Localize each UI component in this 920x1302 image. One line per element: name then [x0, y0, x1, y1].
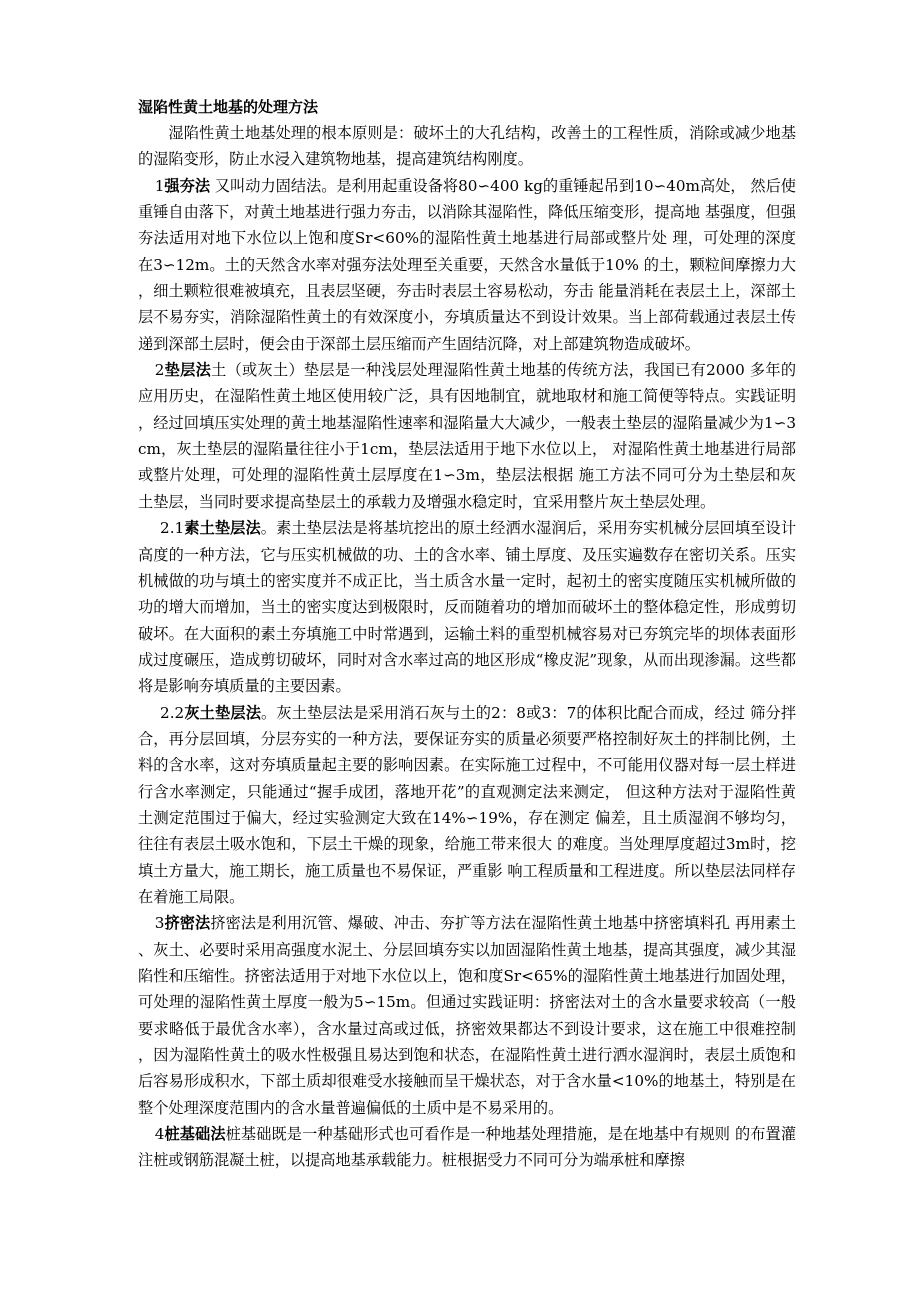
section-3-heading: 挤密法	[164, 914, 211, 933]
section-4-body: 桩基础既是一种基础形式也可看作是一种地基处理措施，是在地基中有规则 的布置灌注桩或钢筋混凝土桩，以提高地基承载能力。桩根据受力不同可分为端承桩和摩擦	[138, 1125, 797, 1170]
section-1-heading: 强夯法	[164, 176, 211, 195]
document-page	[138, 94, 796, 1174]
section-1-paragraph	[138, 173, 796, 357]
section-2-body: 土（或灰土）垫层是一种浅层处理湿陷性黄土地基的传统方法，我国已有2000 多年的应用历史，在湿陷性黄土地区使用较广泛，具有因地制宜，就地取材和施工简便等特点。实践证明，经过回填压实处理的黄土地基湿陷性速率和湿陷量大大减少，一般表土垫层的湿陷量减少为1∽3cm，灰土垫层的湿陷量往往小于1cm，垫层法适用于地下水位以上， 对湿陷性黄土地基进行局部或整片处理，可处理的湿陷性黄土层厚度在1∽3m，垫层法根据 施工方法不同可分为土垫层和灰土垫层，当同时要求提高垫层土的承载力及增强水稳定时，宜采用整片灰土垫层处理。	[138, 361, 797, 511]
section-2-paragraph	[138, 357, 796, 515]
section-4-number: 4	[154, 1125, 165, 1144]
section-2-2-number: 2.2	[160, 703, 185, 722]
intro-paragraph: 湿陷性黄土地基处理的根本原则是：破坏土的大孔结构，改善土的工程性质，消除或减少地基的湿陷变形，防止水浸入建筑物地基，提高建筑结构刚度。	[138, 124, 796, 169]
section-2-1-heading: 素土垫层法	[184, 519, 261, 538]
section-2-2-paragraph	[138, 700, 796, 911]
section-3-number: 3	[154, 914, 165, 933]
section-1-number: 1	[154, 176, 165, 195]
section-3-paragraph	[138, 910, 796, 1121]
section-2-heading: 垫层法	[164, 361, 212, 380]
section-2-number: 2	[154, 361, 165, 380]
section-2-2-heading: 灰土垫层法	[184, 703, 262, 722]
section-1-body: 又叫动力固结法。是利用起重设备将80∽400 kg的重锤起吊到10∽40m高处， 然后使重锤自由落下，对黄土地基进行强力夯击，以消除其湿陷性，降低压缩变形，提高地 基强度，但强夯法适用对地下水位以上饱和度Sr<60%的湿陷性黄土地基进行局部或整片处 理，可处理的深度在3∽12m。土的天然含水率对强夯法处理至关重要，天然含水量低于10% 的土，颗粒间摩擦力大，细土颗粒很难被填充，且表层坚硬，夯击时表层土容易松动，夯击 能量消耗在表层土上，深部土层不易夯实，消除湿陷性黄土的有效深度小，夯填质量达不到设计效果。当上部荷载通过表层土传递到深部土层时，便会由于深部土层压缩而产生固结沉降，对上部建筑物造成破坏。	[138, 176, 796, 353]
section-2-1-number: 2.1	[160, 519, 185, 538]
section-3-body: 挤密法是利用沉管、爆破、冲击、夯扩等方法在湿陷性黄土地基中挤密填料孔 再用素土、灰土、必要时采用高强度水泥土、分层回填夯实以加固湿陷性黄土地基，提高其强度，减少其湿陷性和压缩性。挤密法适用于对地下水位以上，饱和度Sr<65%的湿陷性黄土地基进行加固处理，可处理的湿陷性黄土厚度一般为5∽15m。但通过实践证明：挤密法对土的含水量要求较高（一般要求略低于最优含水率），含水量过高或过低，挤密效果都达不到设计要求，这在施工中很难控制，因为湿陷性黄土的吸水性极强且易达到饱和状态，在湿陷性黄土进行洒水湿润时，表层土质饱和后容易形成积水，下部土质却很难受水接触而呈干燥状态，对于含水量<10%的地基土，特别是在整个处理深度范围内的含水量普遍偏低的土质中是不易采用的。	[138, 914, 797, 1117]
document-title: 湿陷性黄土地基的处理方法	[138, 98, 319, 116]
section-4-heading: 桩基础法	[164, 1125, 226, 1144]
section-2-2-body: 。灰土垫层法是采用消石灰与土的2：8或3：7的体积比配合而成，经过 筛分拌合，再分层回填，分层夯实的一种方法，要保证夯实的质量必须要严格控制好灰土的拌制比例，土料的含水率，这对夯填质量起主要的影响因素。在实际施工过程中，不可能用仪器对每一层土样进行含水率测定，只能通过“握手成团，落地开花”的直观测定法来测定， 但这种方法对于湿陷性黄土测定范围过于偏大，经过实验测定大致在14%∽19%，存在测定 偏差，且土质湿润不够均匀，往往有表层土吸水饱和，下层土干燥的现象，给施工带来很大 的难度。当处理厚度超过3m时，挖填土方量大，施工期长，施工质量也不易保证，严重影 响工程质量和工程进度。所以垫层法同样存在着施工局限。	[138, 703, 797, 906]
section-2-1-body: 。素土垫层法是将基坑挖出的原土经洒水湿润后，采用夯实机械分层回填至设计高度的一种方法，它与压实机械做的功、土的含水率、铺土厚度、及压实遍数存在密切关系。压实机械做的功与填土的密实度并不成正比，当土质含水量一定时，起初土的密实度随压实机械所做的功的增大而增加，当土的密实度达到极限时，反而随着功的增加而破坏土的整体稳定性，形成剪切破坏。在大面积的素土夯填施工中时常遇到，运输土料的重型机械容易对已夯筑完毕的坝体表面形成过度碾压，造成剪切破坏，同时对含水率过高的地区形成“橡皮泥”现象，从而出现渗漏。这些都将是影响夯填质量的主要因素。	[138, 519, 797, 696]
section-4-paragraph	[138, 1121, 796, 1174]
section-2-1-paragraph	[138, 515, 796, 699]
